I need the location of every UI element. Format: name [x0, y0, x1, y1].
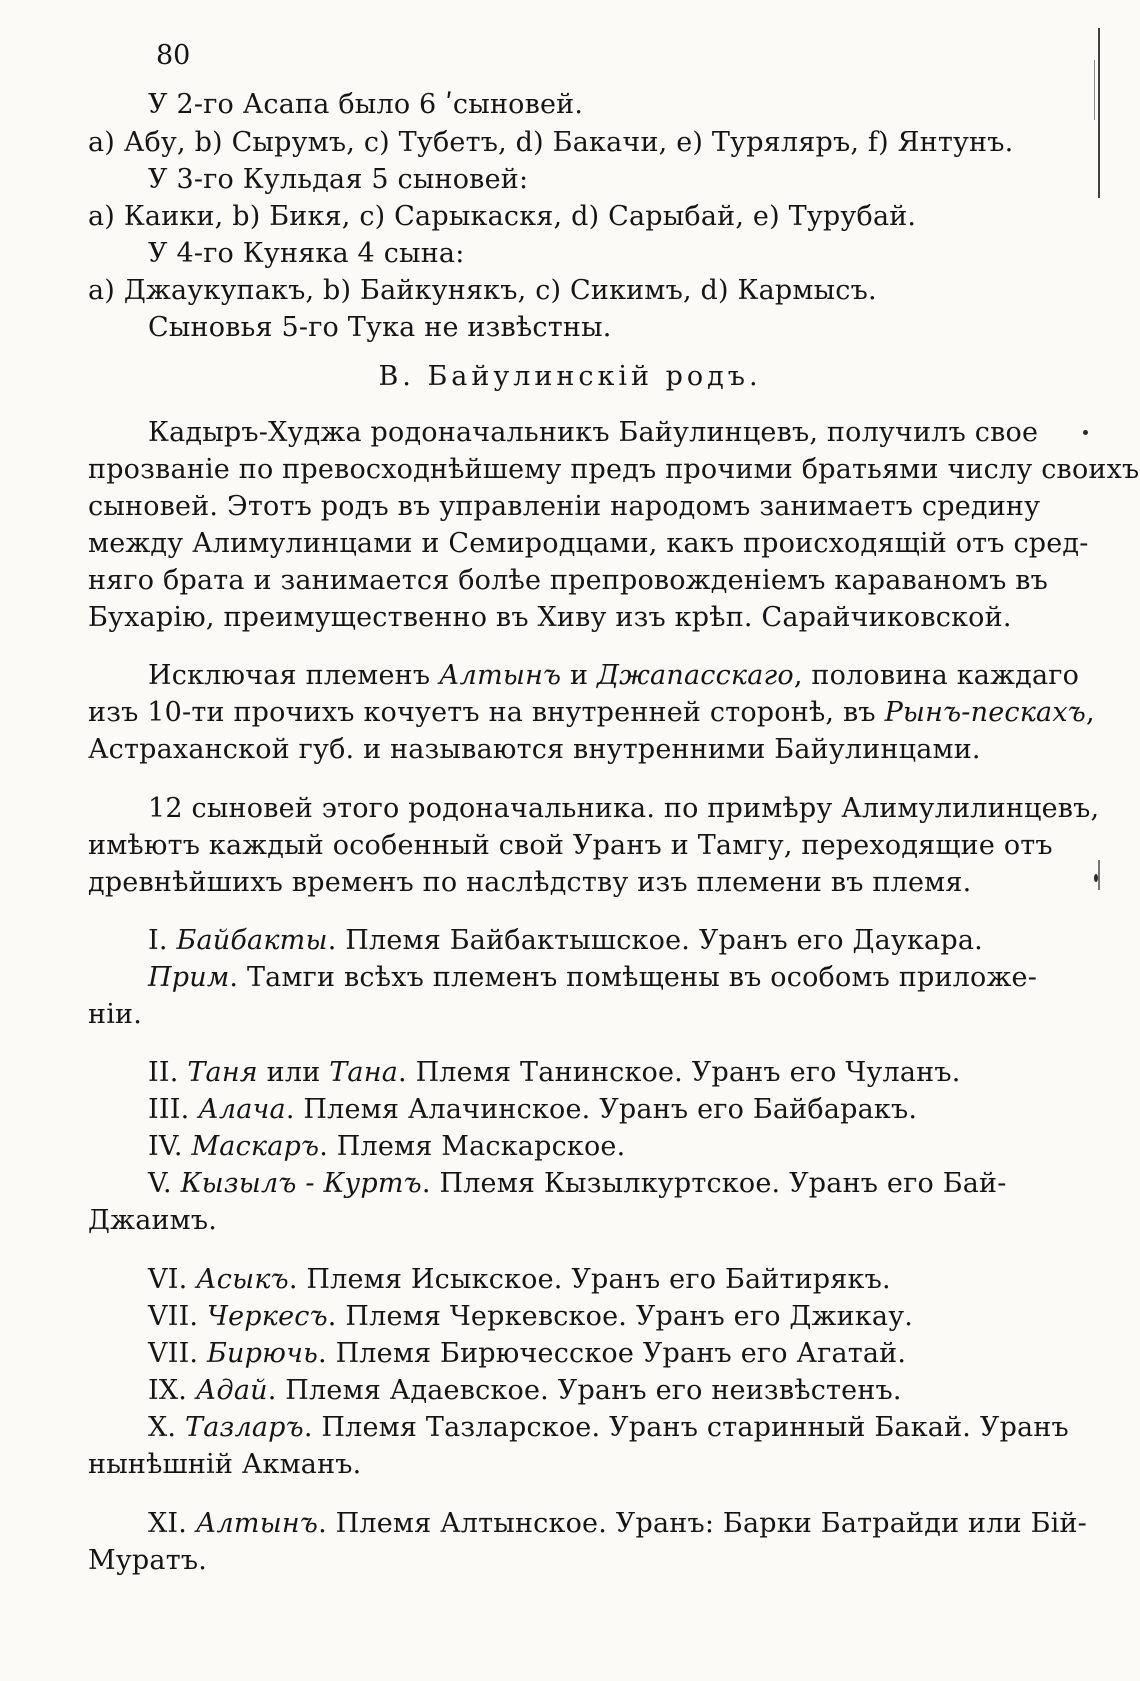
tribe-name-dzhapas: Джапасскаго [597, 660, 794, 691]
tribe-numeral: VII. [148, 1301, 199, 1332]
note-line-2: нiи. [88, 999, 143, 1030]
tribe-3 [148, 1096, 917, 1123]
scan-edge-mark [1094, 60, 1095, 120]
section-heading: В. Байулинскій родъ. [378, 361, 762, 392]
text-run: Исключая племенъ [148, 660, 440, 691]
text-run: , [1085, 697, 1095, 728]
tribe-4 [148, 1133, 625, 1160]
tribe-6 [148, 1266, 891, 1293]
tribe-name: Байбакты [176, 925, 328, 956]
sons-line-1: У 2-го Асапа было 6 ʹсыновей. [148, 89, 584, 120]
tribe-numeral: IX. [148, 1375, 188, 1406]
tribe-9 [148, 1377, 902, 1404]
tribe-numeral: X. [148, 1412, 177, 1443]
tribe-text: . Племя Кызылкуртское. Уранъ его Бай- [421, 1168, 1007, 1199]
paragraph2-line-3: Астраханской губ. и называются внутренними Байулинцами. [88, 734, 981, 765]
sons-line-5: У 4-го Куняка 4 сына: [148, 238, 465, 269]
note-line-1 [148, 964, 1037, 991]
tribe-text: . Племя Черкевское. Уранъ его Джикау. [327, 1301, 914, 1332]
text-run: и [561, 660, 598, 691]
tribe-name: Бирючь [207, 1338, 318, 1369]
tribe-name: Тазларъ [185, 1412, 304, 1443]
tribe-name-alt: Тана [329, 1057, 398, 1088]
tribe-5-line-2: Джаимъ. [88, 1205, 218, 1236]
sons-line-3: У 3-го Кульдая 5 сыновей: [148, 164, 529, 195]
paragraph1-line-4: между Алимулинцами и Семиродцами, какъ происходящiй отъ сред- [88, 528, 1089, 559]
paragraph3-line-3: древнѣйшихъ временъ по наслѣдству изъ племени въ племя. [88, 867, 972, 898]
scan-edge-mark [1098, 860, 1100, 890]
tribe-name: Алтынъ [195, 1508, 319, 1539]
tribe-text: . Племя Адаевское. Уранъ его неизвѣстенъ. [267, 1375, 902, 1406]
paragraph3-line-2: имѣютъ каждый особенный свой Уранъ и Тамгу, переходящие отъ [88, 830, 1053, 861]
tribe-name: Адай [195, 1375, 268, 1406]
tribe-11-line-2: Муратъ. [88, 1545, 208, 1576]
note-label: Прим [148, 962, 230, 993]
tribe-text: . Племя Байбактышское. Уранъ его Даукара. [327, 925, 983, 956]
tribe-2 [148, 1059, 961, 1086]
tribe-numeral: V. [148, 1168, 172, 1199]
tribe-text: . Племя Бирючесское Уранъ его Агатай. [318, 1338, 907, 1369]
tribe-name: Таня [187, 1057, 258, 1088]
tribe-text: . Племя Танинское. Уранъ его Чуланъ. [398, 1057, 961, 1088]
paragraph3-line-1: 12 сыновей этого родоначальника. по примѣру Алимулилинцевъ, [148, 793, 1100, 824]
tribe-name: Кызылъ - Куртъ [180, 1168, 422, 1199]
paragraph2-line-1 [148, 662, 1079, 689]
place-name-ryn-peski: Рынъ-пескахъ [884, 697, 1086, 728]
text-run: или [257, 1057, 330, 1088]
scan-speck [1083, 430, 1088, 435]
tribe-numeral: VII. [148, 1338, 199, 1369]
paragraph1-line-5: няго брата и занимается болѣе препровожденiемъ караваномъ въ [88, 565, 1049, 596]
tribe-5 [148, 1170, 1007, 1197]
note-text: . Тамги всѣхъ племенъ помѣщены въ особомъ приложе- [229, 962, 1038, 993]
tribe-name: Асыкъ [196, 1264, 289, 1295]
paragraph1-line-3: сыновей. Этотъ родъ въ управленiи народомъ занимаетъ средину [88, 491, 1041, 522]
page-number: 80 [156, 40, 191, 71]
text-run: , половина каждаго [793, 660, 1080, 691]
scan-edge-mark [1098, 28, 1100, 198]
sons-line-2: a) Абу, b) Сырумъ, c) Тубетъ, d) Бакачи, e) Туряляръ, f) Янтунъ. [88, 127, 1014, 158]
tribe-text: . Племя Маскарское. [319, 1131, 626, 1162]
paragraph2-line-2 [88, 699, 1095, 726]
tribe-name: Маскаръ [191, 1131, 320, 1162]
text-run: изъ 10-ти прочихъ кочуетъ на внутренней сторонѣ, въ [88, 697, 885, 728]
tribe-11 [148, 1510, 1087, 1537]
tribe-numeral: XI. [148, 1508, 188, 1539]
tribe-name-altyn: Алтынъ [439, 660, 562, 691]
tribe-numeral: VI. [148, 1264, 188, 1295]
tribe-name: Черкесъ [207, 1301, 328, 1332]
tribe-text: . Племя Тазларское. Уранъ старинный Бакай. Уранъ [303, 1412, 1069, 1443]
tribe-8 [148, 1340, 906, 1367]
tribe-numeral: I. [148, 925, 168, 956]
tribe-10 [148, 1414, 1069, 1441]
tribe-numeral: III. [148, 1094, 190, 1125]
sons-line-4: a) Каики, b) Бикя, c) Сарыкаскя, d) Сарыбай, e) Турубай. [88, 201, 917, 232]
tribe-10-line-2: нынѣшнiй Акманъ. [88, 1449, 362, 1480]
tribe-numeral: II. [148, 1057, 179, 1088]
paragraph1-line-1: Кадыръ-Худжа родоначальникъ Байулинцевъ, получилъ свое [148, 417, 1039, 448]
tribe-7 [148, 1303, 913, 1330]
paragraph1-line-6: Бухарiю, преимущественно въ Хиву изъ крѣп. Сарайчиковской. [88, 602, 1012, 633]
tribe-text: . Племя Алтынское. Уранъ: Барки Батрайди или Бiй- [318, 1508, 1087, 1539]
tribe-text: . Племя Исыкское. Уранъ его Байтирякъ. [288, 1264, 891, 1295]
tribe-1 [148, 927, 983, 954]
sons-line-6: a) Джаукупакъ, b) Байкунякъ, c) Сикимъ, d) Кармысъ. [88, 275, 877, 306]
sons-line-7: Сыновья 5-го Тука не извѣстны. [148, 312, 612, 343]
paragraph1-line-2: прозванiе по превосходнѣйшему предъ прочими братьями числу своихъ [88, 454, 1140, 485]
tribe-numeral: IV. [148, 1131, 183, 1162]
scan-speck [1094, 874, 1098, 882]
tribe-name: Алача [198, 1094, 286, 1125]
tribe-text: . Племя Алачинское. Уранъ его Байбаракъ. [285, 1094, 918, 1125]
